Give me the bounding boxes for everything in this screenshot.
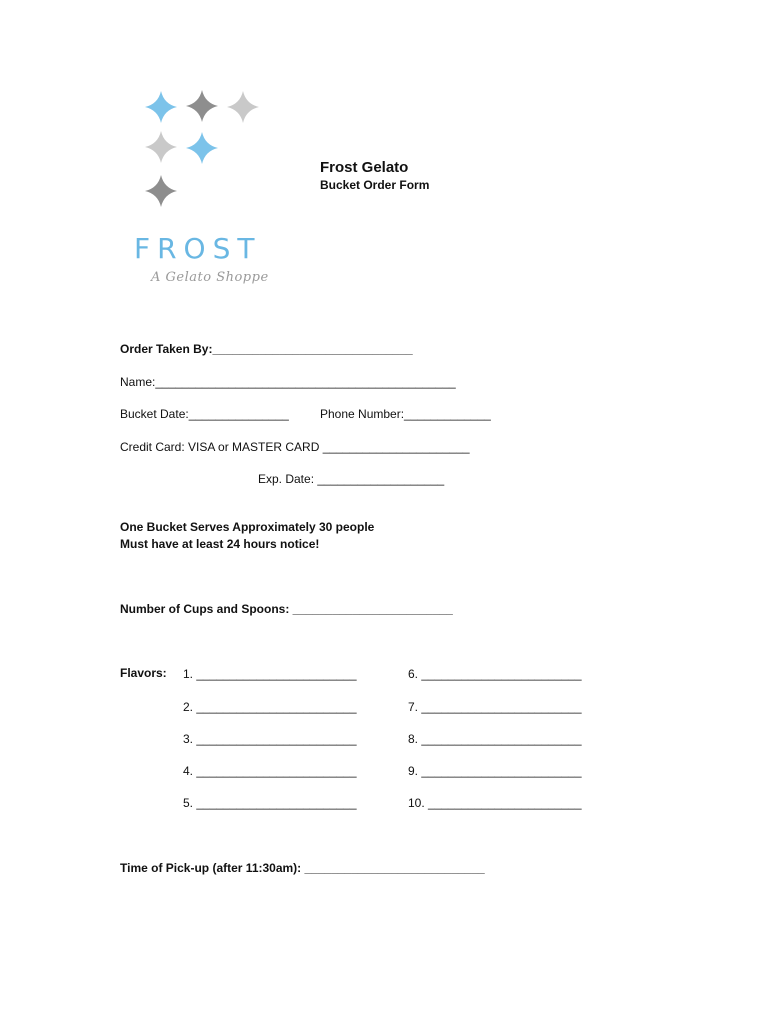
notice-hours: Must have at least 24 hours notice! <box>120 537 320 551</box>
logo-wordmark: FROST <box>134 232 262 265</box>
cups-spoons-field[interactable]: Number of Cups and Spoons: ________________________ <box>120 602 453 616</box>
flavor-field-1[interactable]: 1. ________________________ <box>183 667 357 681</box>
page-subtitle: Bucket Order Form <box>320 178 430 192</box>
flavor-field-10[interactable]: 10. _______________________ <box>408 796 582 810</box>
notice-serves: One Bucket Serves Approximately 30 people <box>120 520 375 534</box>
flavor-field-7[interactable]: 7. ________________________ <box>408 700 582 714</box>
pickup-time-field[interactable]: Time of Pick-up (after 11:30am): ___________________________ <box>120 861 485 875</box>
flavor-field-5[interactable]: 5. ________________________ <box>183 796 357 810</box>
star-icon <box>145 131 177 163</box>
credit-card-field[interactable]: Credit Card: VISA or MASTER CARD ______________________ <box>120 440 470 454</box>
star-icon <box>186 90 218 122</box>
bucket-date-field[interactable]: Bucket Date:_______________ <box>120 407 289 421</box>
star-icon <box>145 175 177 207</box>
star-icon <box>145 91 177 123</box>
flavor-field-6[interactable]: 6. ________________________ <box>408 667 582 681</box>
flavor-field-2[interactable]: 2. ________________________ <box>183 700 357 714</box>
name-field[interactable]: Name:_____________________________________________ <box>120 375 456 389</box>
page-title: Frost Gelato <box>320 159 409 176</box>
order-taken-by-field[interactable]: Order Taken By:______________________________ <box>120 342 413 356</box>
flavor-field-4[interactable]: 4. ________________________ <box>183 764 357 778</box>
star-icon <box>227 91 259 123</box>
exp-date-field[interactable]: Exp. Date: ___________________ <box>258 472 445 486</box>
flavors-label: Flavors: <box>120 666 167 680</box>
frost-logo-stars <box>140 88 280 218</box>
star-icon <box>186 132 218 164</box>
flavor-field-8[interactable]: 8. ________________________ <box>408 732 582 746</box>
logo-tagline: A Gelato Shoppe <box>151 270 269 285</box>
phone-number-field[interactable]: Phone Number:_____________ <box>320 407 491 421</box>
flavor-field-3[interactable]: 3. ________________________ <box>183 732 357 746</box>
flavor-field-9[interactable]: 9. ________________________ <box>408 764 582 778</box>
